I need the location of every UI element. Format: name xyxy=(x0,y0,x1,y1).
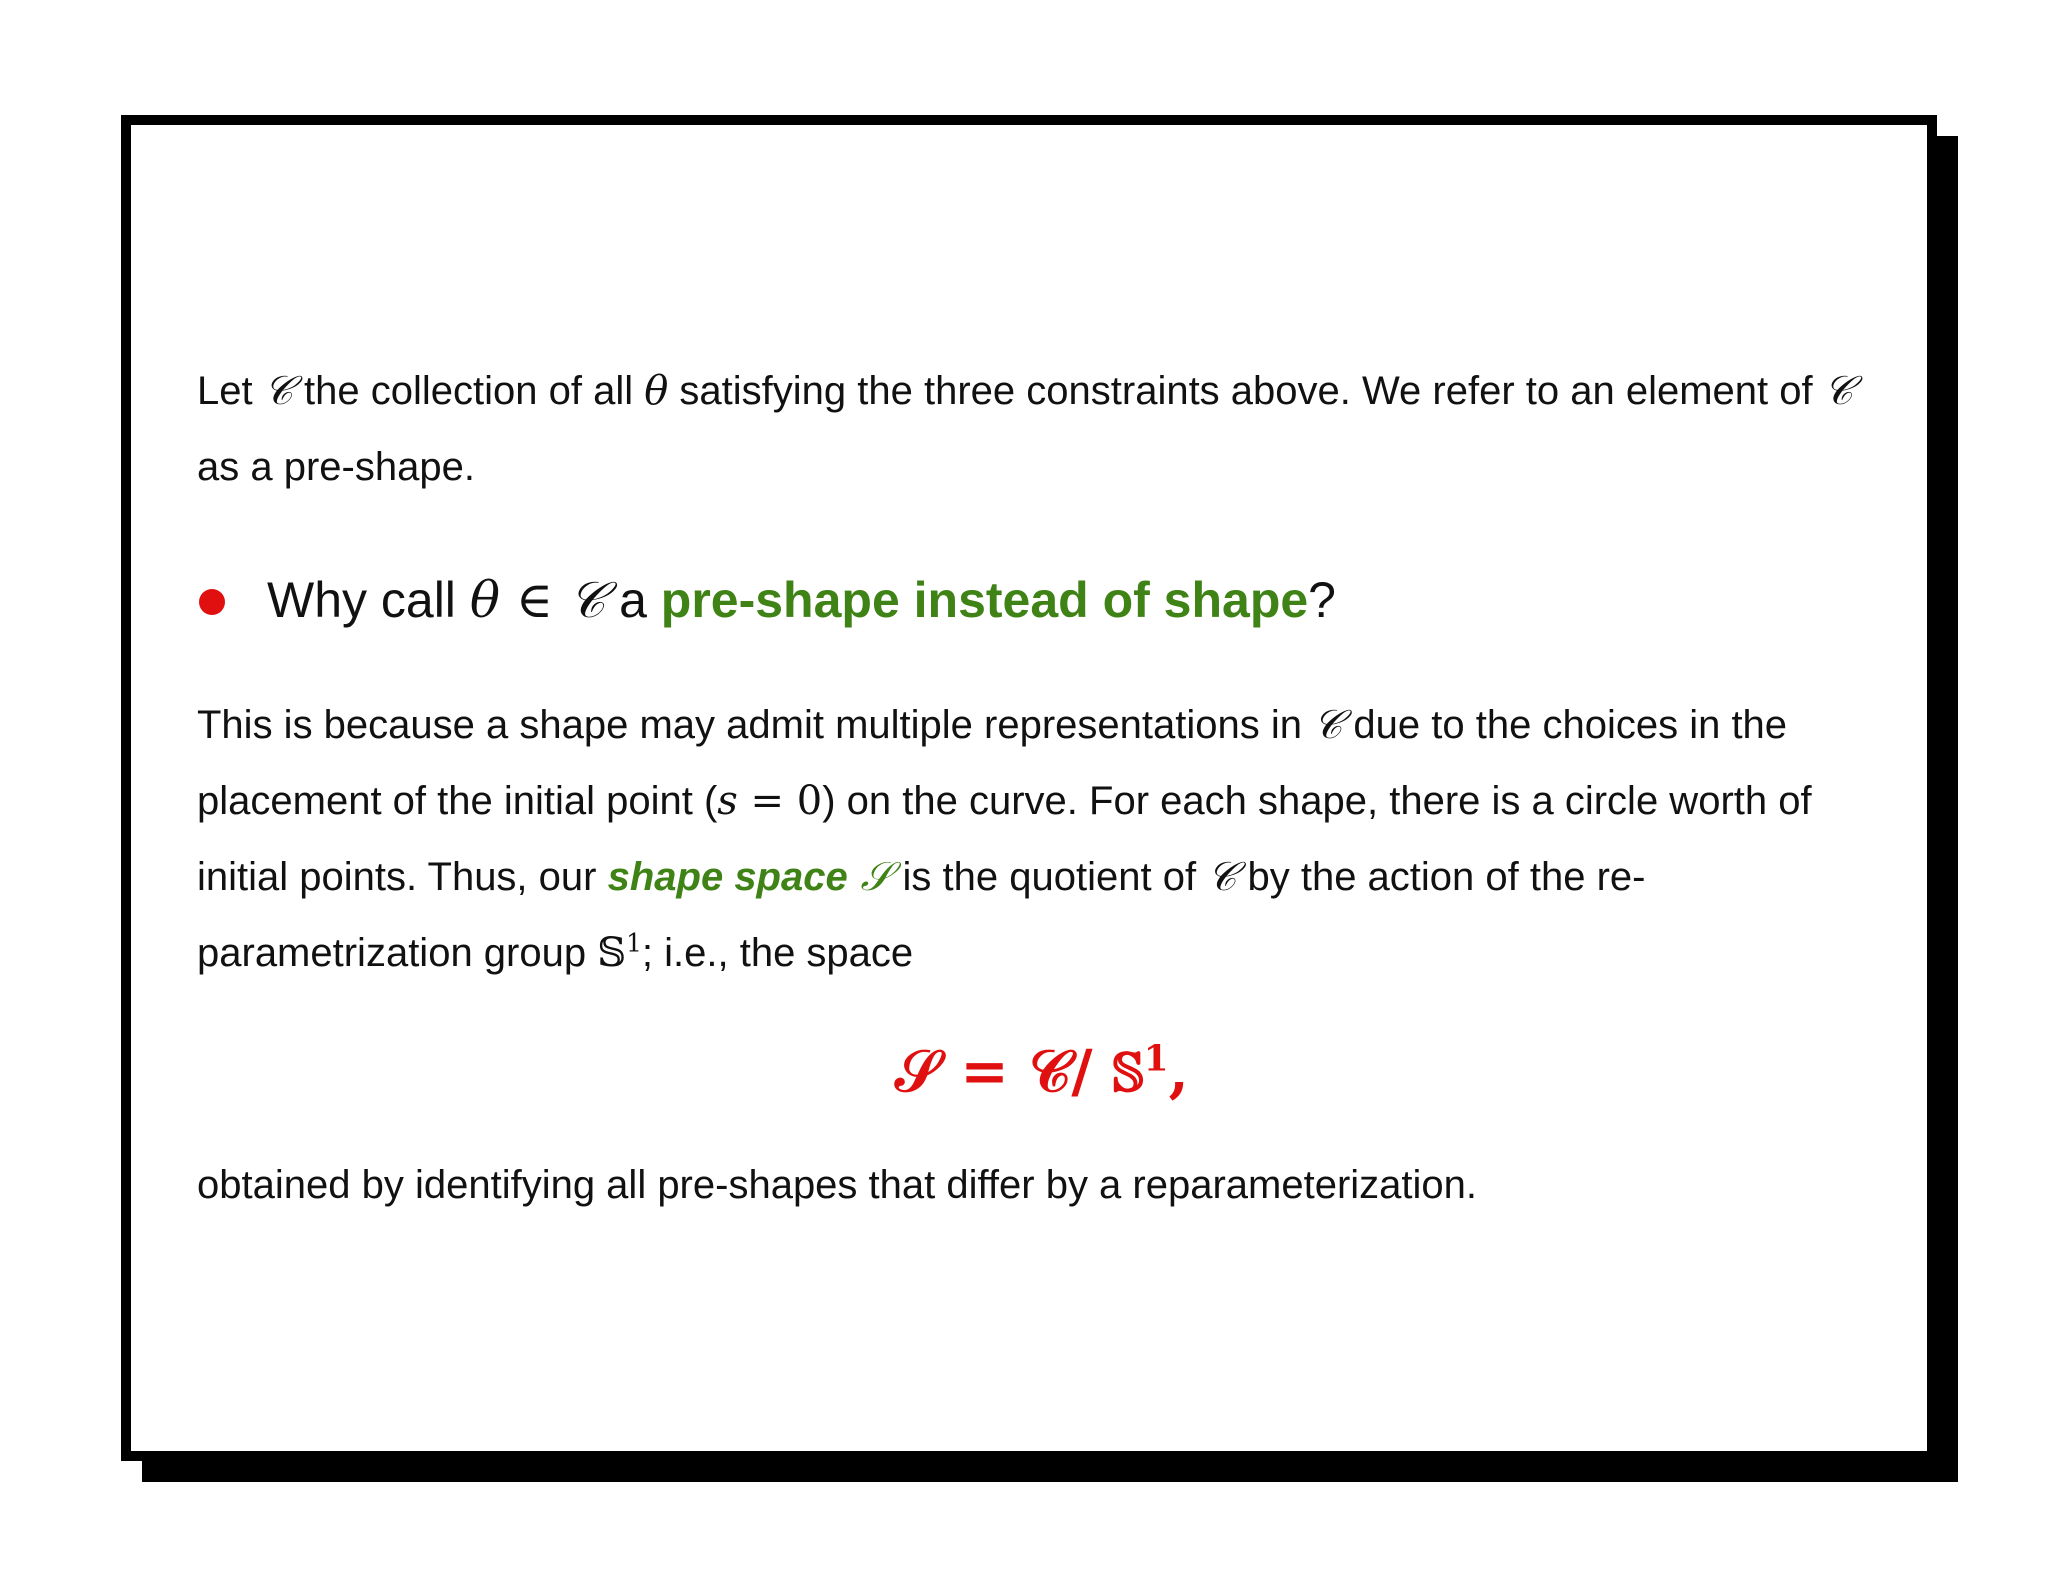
equation-comma: , xyxy=(1168,1037,1189,1105)
symbol-circle-group: 𝕊 xyxy=(597,930,627,976)
symbol-theta: θ xyxy=(469,571,500,629)
symbol-C: 𝒞 xyxy=(1313,702,1343,748)
equation-superscript: 1 xyxy=(1143,1037,1169,1080)
symbol-S: 𝒮 xyxy=(847,854,892,900)
highlight-pre-shape: pre-shape instead of shape xyxy=(660,572,1309,628)
symbol-C: 𝒞 xyxy=(1823,368,1853,414)
symbol-C: 𝒞 xyxy=(263,368,293,414)
slide-frame xyxy=(121,115,1937,1461)
symbol-element-of: ∈ xyxy=(499,571,569,629)
paragraph-explanation: This is because a shape may admit multiple representations in 𝒞 due to the choices in the placement of the initial point (s = 0) on the curve. For each shape, there is a circle worth of initial points. Thus, our shape space 𝒮 is the quotient of 𝒞 by the action of the re-parametrization group 𝕊$^1$; i.e., the space xyxy=(197,702,1812,976)
paragraph-conclusion: obtained by identifying all pre-shapes that differ by a reparameterization. xyxy=(197,1163,1478,1207)
equation-equals: = xyxy=(940,1037,1030,1105)
slide-content xyxy=(197,353,1887,1223)
symbol-s: s xyxy=(717,778,738,824)
superscript-one: 1 xyxy=(626,928,642,958)
equation-lhs: 𝒮 xyxy=(895,1037,941,1105)
symbol-theta: θ xyxy=(644,368,669,414)
paragraph-preshape-definition: Let 𝒞 the collection of all θ satisfying the three constraints above. We refer to an element of 𝒞 as a pre-shape. xyxy=(197,368,1853,489)
equation-S1: 𝕊 xyxy=(1112,1037,1144,1105)
highlight-shape-space: shape space xyxy=(607,855,848,899)
symbol-C: 𝒞 xyxy=(1207,854,1237,900)
symbol-C: 𝒞 xyxy=(568,571,606,629)
bullet-dot-icon xyxy=(199,589,225,615)
equation-slash: / xyxy=(1071,1037,1113,1105)
equation-shape-space xyxy=(197,1031,1887,1111)
equation-C: 𝒞 xyxy=(1029,1037,1072,1105)
symbol-equals-zero: = 0 xyxy=(737,778,823,824)
bullet-question: Why call θ ∈ 𝒞 a pre-shape instead of shape? xyxy=(197,565,1887,635)
